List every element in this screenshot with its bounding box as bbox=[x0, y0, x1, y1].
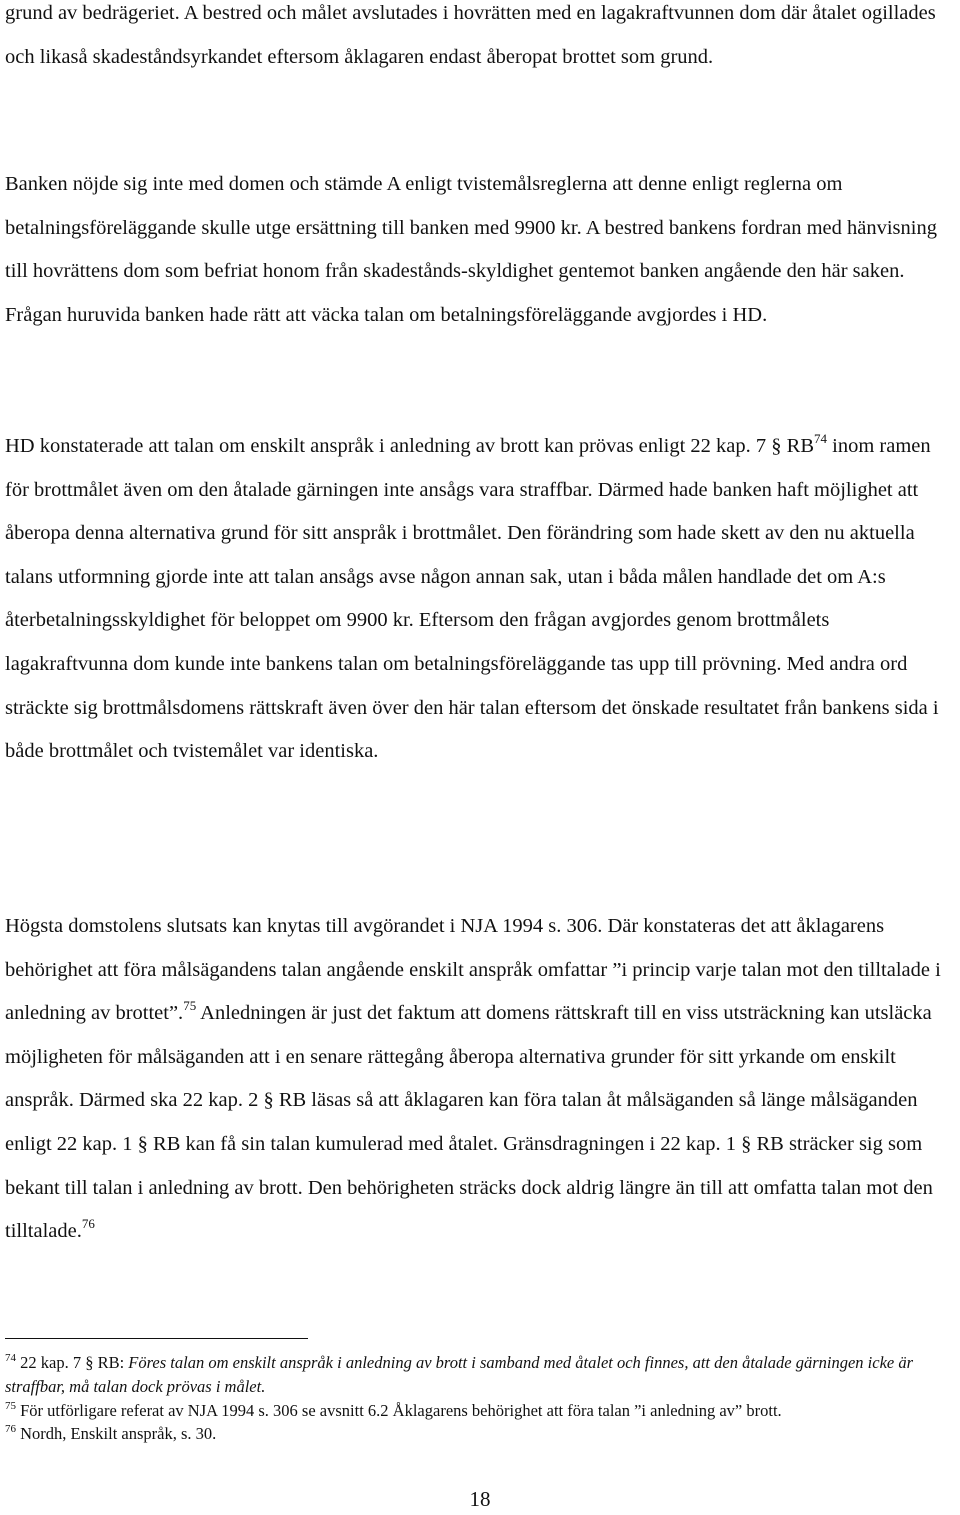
footnote-divider bbox=[5, 1338, 308, 1339]
footnote-76 bbox=[5, 1422, 955, 1446]
footnotes bbox=[5, 1351, 955, 1446]
page-number: 18 bbox=[469, 1487, 491, 1511]
paragraph-4-text-a: Högsta domstolens slutsats kan knytas till avgörandet i NJA 1994 s. 306. Där konstateras det att åklagarens behörighet att föra målsägandens talan angående enskilt anspråk omfattar ”i princip varje talan mot den tilltalade i anledning av brottet”. bbox=[5, 915, 941, 1025]
footnote-74-text: 22 kap. 7 § RB: bbox=[16, 1353, 129, 1372]
paragraph-4-text-b: Anledningen är just det faktum att domens rättskraft till en viss utsträckning kan utsläcka möjligheten för målsäganden att i en senare rättegång åberopa alternativa grunder för sitt yrkande om enskilt anspråk. Därmed ska 22 kap. 2 § RB läsas så att åklagaren kan föra talan åt målsäganden så länge målsäganden enligt 22 kap. 1 § RB kan få sin talan kumulerad med åtalet. Gränsdragningen i 22 kap. 1 § RB sträcker sig som bekant till talan i anledning av brott. Den behörigheten sträcks dock aldrig längre än till att omfatta talan mot den tilltalade. bbox=[5, 1002, 933, 1243]
paragraph-1: grund av bedrägeriet. A bestred och målet avslutades i hovrätten med en lagakraftvunnen dom där åtalet ogillades och likaså skadeståndsyrkandet eftersom åklagaren endast åberopat brottet som grund. bbox=[5, 2, 936, 68]
footnote-74 bbox=[5, 1351, 955, 1399]
paragraph-3-text-a: HD konstaterade att talan om enskilt anspråk i anledning av brott kan prövas enligt 22 kap. 7 § RB bbox=[5, 435, 814, 457]
paragraph-3-text-b: inom ramen för brottmålet även om den åtalade gärningen inte ansågs vara straffbar. Därmed hade banken haft möjlighet att åberopa denna alternativa grund för sitt anspråk i brottmålet. Den förändring som hade skett av den nu aktuella talans utformning gjorde inte att talan ansågs avse någon annan sak, utan i båda målen handlade det om A:s återbetalningsskyldighet för beloppet om 9900 kr. Eftersom den frågan avgjordes genom brottmålets lagakraftvunna dom kunde inte bankens talan om betalningsföreläggande tas upp till prövning. Med andra ord sträckte sig brottmålsdomens rättskraft även över den här talan eftersom det önskade resultatet från bankens sida i både brottmålet och tvistemålet var identiska. bbox=[5, 435, 939, 763]
footnote-ref-74[interactable]: 74 bbox=[814, 431, 827, 446]
footnote-75 bbox=[5, 1399, 955, 1423]
footnote-ref-76[interactable]: 76 bbox=[81, 1216, 95, 1232]
footnote-76-number: 76 bbox=[5, 1423, 16, 1436]
paragraph-4 bbox=[5, 905, 955, 1254]
paragraph-2: Banken nöjde sig inte med domen och stämde A enligt tvistemålsreglerna att denne enligt reglerna om betalningsföreläggande skulle utge ersättning till banken med 9900 kr. A bestred bankens fordran med hänvisning till hovrättens dom som befriat honom från skadestånds-skyldighet gentemot banken angående den här saken. Frågan huruvida banken hade rätt att väcka talan om betalningsföreläggande avgjordes i HD. bbox=[5, 173, 937, 326]
footnote-74-number: 74 bbox=[5, 1352, 16, 1364]
paragraph-3 bbox=[5, 425, 955, 774]
footnote-ref-75[interactable]: 75 bbox=[183, 998, 197, 1014]
footnote-75-text: För utförligare referat av NJA 1994 s. 306 se avsnitt 6.2 Åklagarens behörighet att föra talan ”i anledning av” brott. bbox=[16, 1400, 782, 1420]
footnote-74-quote: Föres talan om enskilt anspråk i anledning av brott i samband med åtalet och finnes, att den åtalade gärningen icke är straffbar, må talan dock prövas i målet. bbox=[5, 1353, 914, 1396]
footnote-75-number: 75 bbox=[5, 1399, 16, 1412]
footnote-76-text: Nordh, Enskilt anspråk, s. 30. bbox=[16, 1424, 217, 1444]
